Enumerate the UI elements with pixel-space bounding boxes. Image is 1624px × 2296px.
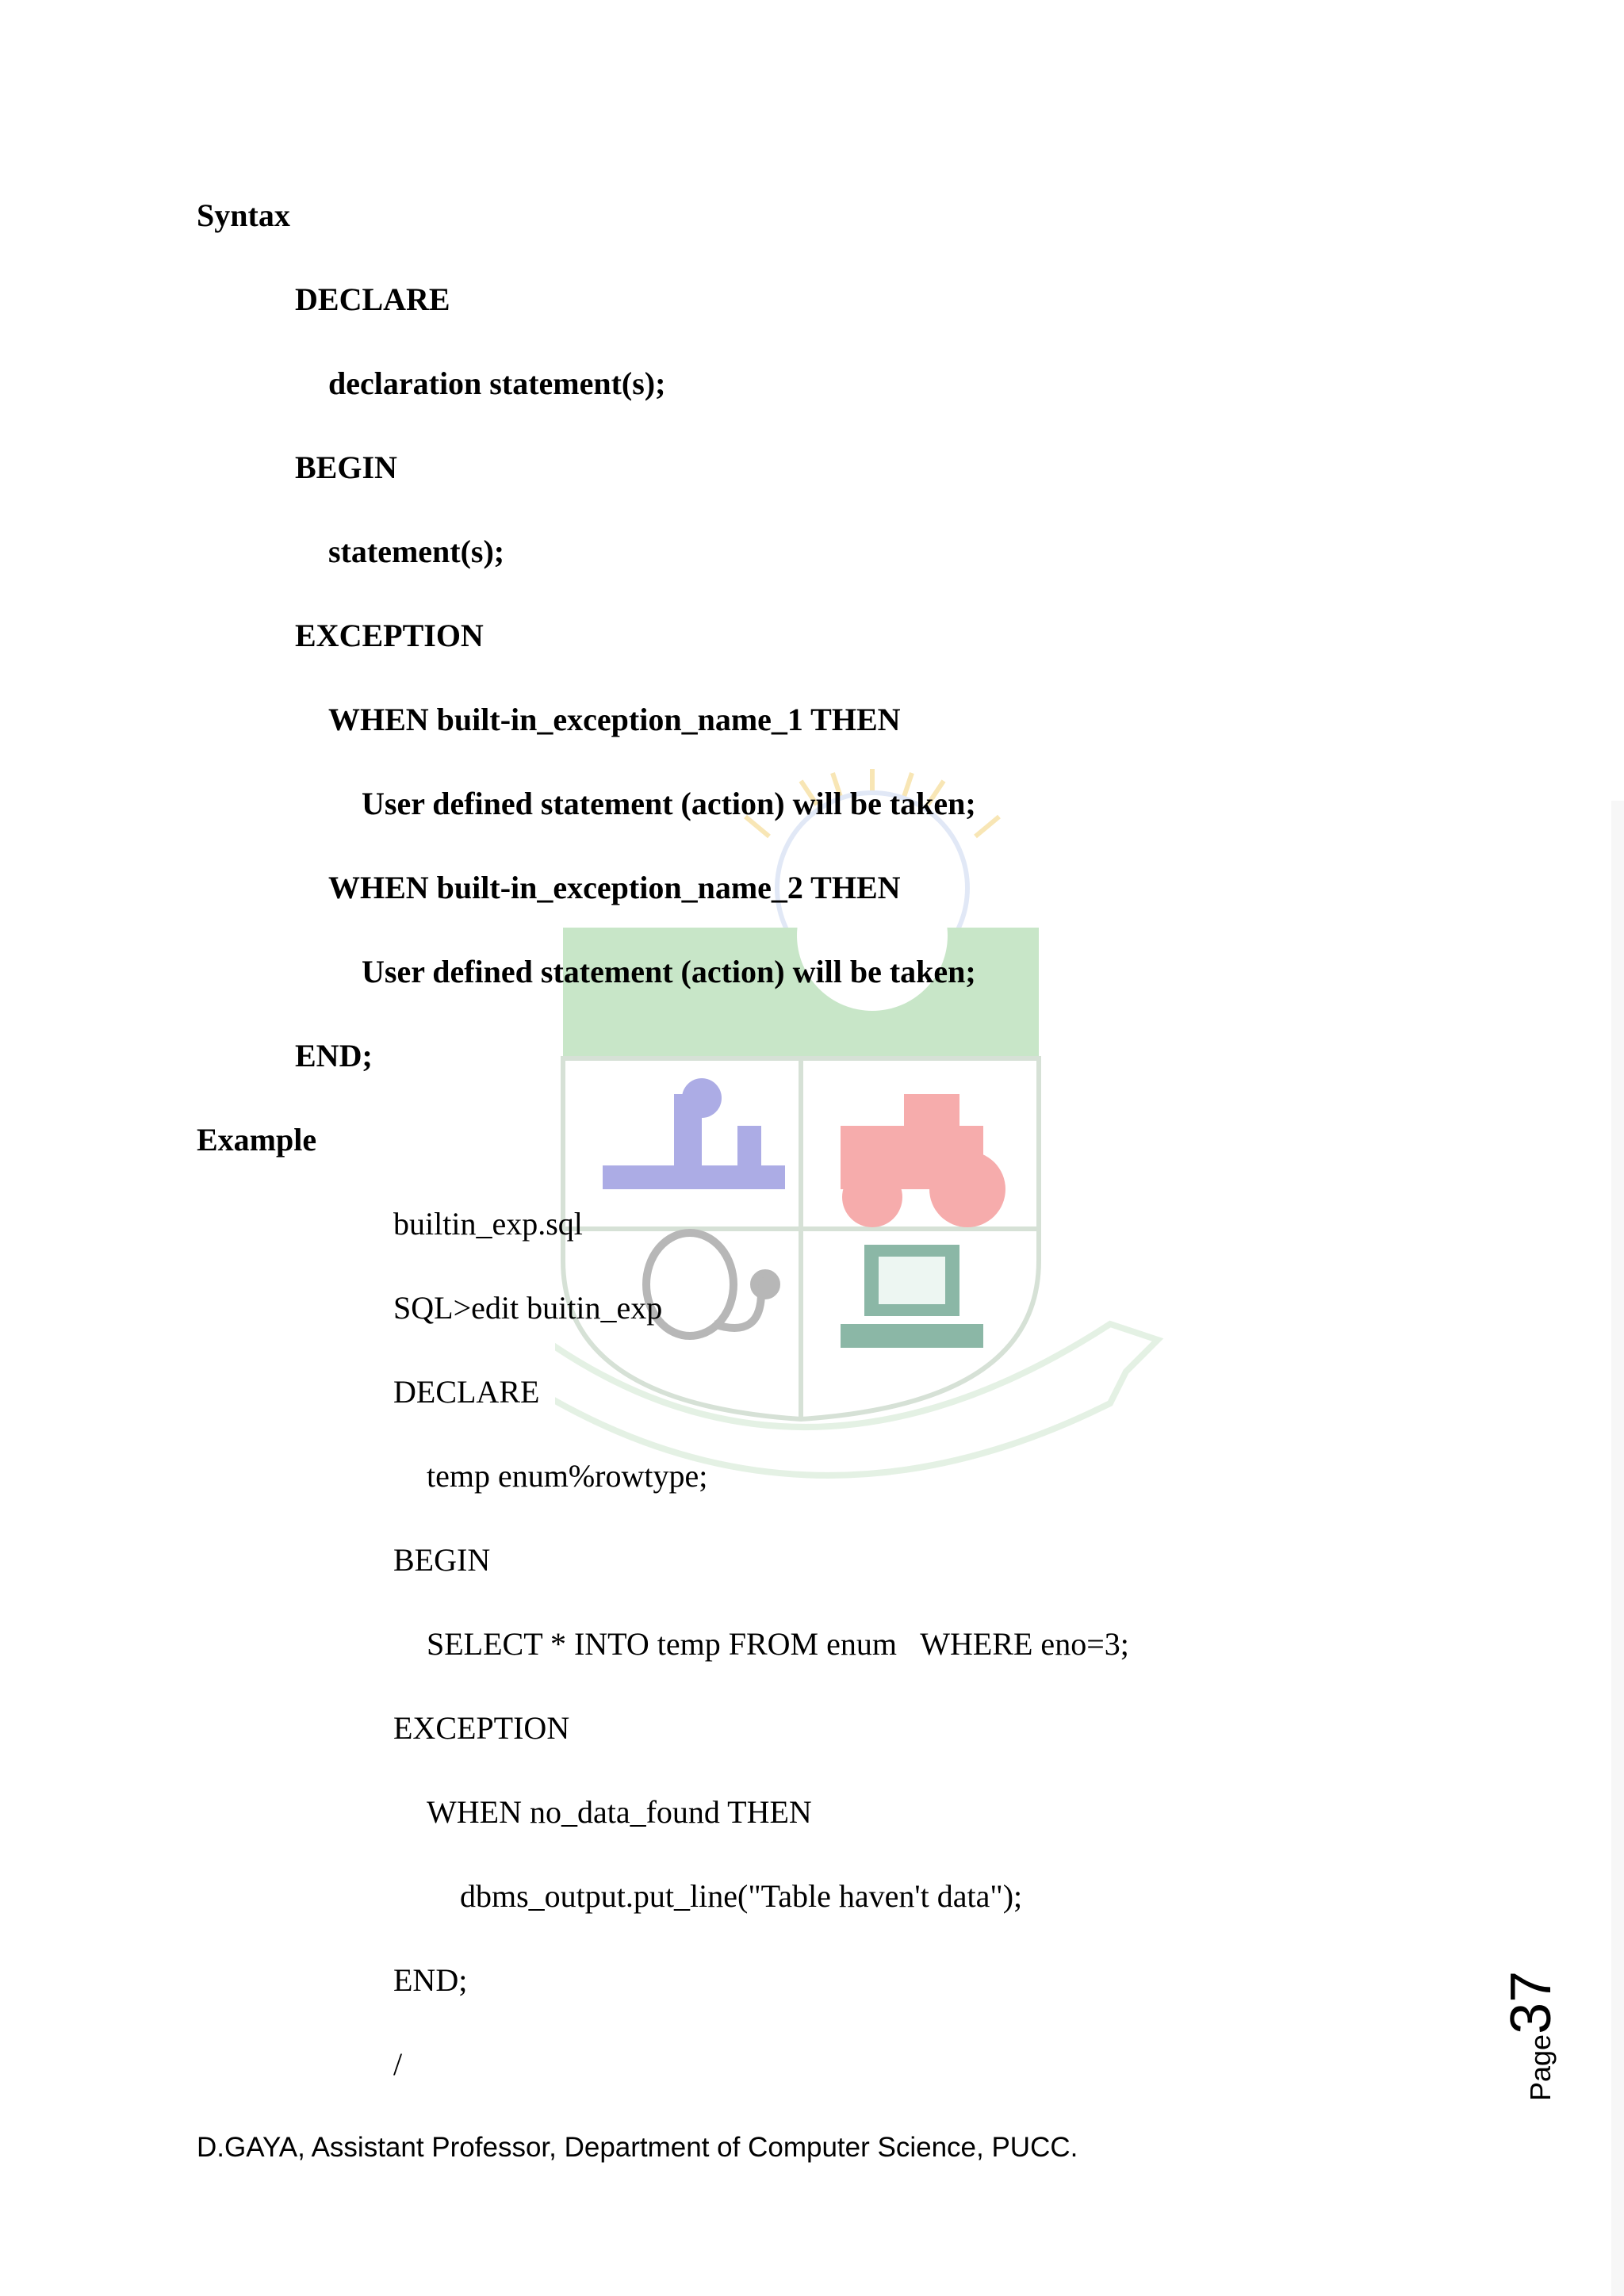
syntax-line-declare: DECLARE (295, 281, 450, 317)
example-line-filename: builtin_exp.sql (393, 1206, 583, 1242)
emblem-blue-figure (603, 1078, 785, 1189)
example-line-when: WHEN no_data_found THEN (427, 1794, 812, 1830)
syntax-line-statement: statement(s); (328, 534, 505, 569)
page-footer: D.GAYA, Assistant Professor, Department of Computer Science, PUCC. (197, 2132, 1078, 2163)
page-edge-shade (1611, 801, 1624, 2296)
syntax-line-declaration: declaration statement(s); (328, 365, 666, 401)
example-line-edit: SQL>edit buitin_exp (393, 1290, 663, 1326)
example-line-select: SELECT * INTO temp FROM enum WHERE eno=3; (427, 1626, 1129, 1662)
page-num: 37 (1500, 1970, 1563, 2034)
page-number (1500, 1958, 1574, 2101)
syntax-line-action-2: User defined statement (action) will be taken; (362, 954, 976, 989)
syntax-line-exception: EXCEPTION (295, 618, 484, 653)
emblem-stethoscope (646, 1233, 776, 1336)
emblem-red-tractor (841, 1094, 1005, 1227)
syntax-line-end: END; (295, 1038, 373, 1073)
syntax-line-action-1: User defined statement (action) will be taken; (362, 786, 976, 821)
syntax-line-begin: BEGIN (295, 450, 397, 485)
example-line-temp: temp enum%rowtype; (427, 1458, 708, 1494)
example-heading: Example (197, 1122, 317, 1158)
syntax-line-when-1: WHEN built-in_exception_name_1 THEN (328, 702, 901, 737)
syntax-heading: Syntax (197, 197, 290, 233)
example-line-slash: / (393, 2046, 403, 2082)
example-line-end: END; (393, 1962, 468, 1998)
example-line-output: dbms_output.put_line("Table haven't data"); (460, 1878, 1023, 1914)
example-line-exception: EXCEPTION (393, 1710, 570, 1746)
page-word: Page (1524, 2034, 1557, 2101)
example-line-declare: DECLARE (393, 1374, 540, 1410)
example-line-begin: BEGIN (393, 1542, 491, 1578)
syntax-line-when-2: WHEN built-in_exception_name_2 THEN (328, 870, 901, 905)
